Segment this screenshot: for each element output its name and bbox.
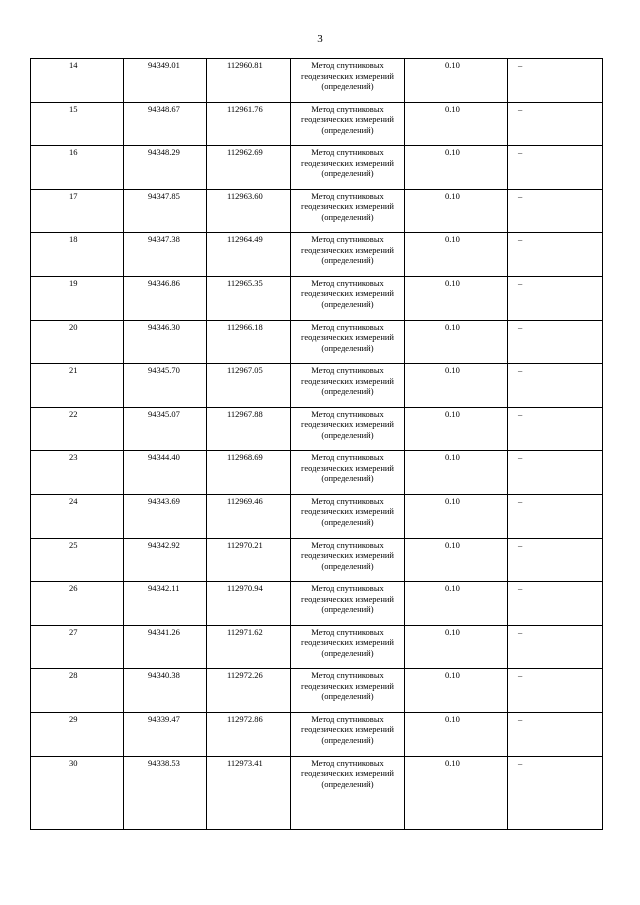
point-number-cell: 17 (31, 189, 124, 233)
method-cell: Метод спутниковых геодезических измерений (определений) (291, 712, 405, 756)
point-number-cell: 15 (31, 102, 124, 146)
note-cell: – (508, 712, 603, 756)
table-row (31, 669, 603, 713)
x-coordinate-cell: 94340.38 (124, 669, 207, 713)
point-number-cell: 25 (31, 538, 124, 582)
y-coordinate-cell: 112963.60 (207, 189, 291, 233)
accuracy-cell: 0.10 (405, 233, 508, 277)
accuracy-cell: 0.10 (405, 364, 508, 408)
note-cell: – (508, 538, 603, 582)
method-cell: Метод спутниковых геодезических измерений (определений) (291, 582, 405, 626)
method-cell: Метод спутниковых геодезических измерений (определений) (291, 146, 405, 190)
y-coordinate-cell: 112972.26 (207, 669, 291, 713)
y-coordinate-cell: 112973.41 (207, 756, 291, 829)
y-coordinate-cell: 112966.18 (207, 320, 291, 364)
accuracy-cell: 0.10 (405, 146, 508, 190)
x-coordinate-cell: 94339.47 (124, 712, 207, 756)
y-coordinate-cell: 112964.49 (207, 233, 291, 277)
x-coordinate-cell: 94345.07 (124, 407, 207, 451)
table-row (31, 407, 603, 451)
y-coordinate-cell: 112970.94 (207, 582, 291, 626)
x-coordinate-cell: 94347.38 (124, 233, 207, 277)
accuracy-cell: 0.10 (405, 582, 508, 626)
y-coordinate-cell: 112967.88 (207, 407, 291, 451)
x-coordinate-cell: 94343.69 (124, 494, 207, 538)
table-row (31, 233, 603, 277)
page-number: 3 (317, 33, 323, 45)
table-row (31, 59, 603, 103)
method-cell: Метод спутниковых геодезических измерений (определений) (291, 364, 405, 408)
note-cell: – (508, 756, 603, 829)
method-cell: Метод спутниковых геодезических измерений (определений) (291, 669, 405, 713)
point-number-cell: 14 (31, 59, 124, 103)
accuracy-cell: 0.10 (405, 669, 508, 713)
table-row (31, 364, 603, 408)
point-number-cell: 27 (31, 625, 124, 669)
x-coordinate-cell: 94346.30 (124, 320, 207, 364)
method-cell: Метод спутниковых геодезических измерений (определений) (291, 625, 405, 669)
note-cell: – (508, 582, 603, 626)
method-cell: Метод спутниковых геодезических измерений (определений) (291, 59, 405, 103)
accuracy-cell: 0.10 (405, 320, 508, 364)
coordinates-table (30, 58, 603, 830)
y-coordinate-cell: 112961.76 (207, 102, 291, 146)
x-coordinate-cell: 94347.85 (124, 189, 207, 233)
accuracy-cell: 0.10 (405, 59, 508, 103)
y-coordinate-cell: 112960.81 (207, 59, 291, 103)
table-row (31, 189, 603, 233)
x-coordinate-cell: 94342.92 (124, 538, 207, 582)
note-cell: – (508, 102, 603, 146)
table-row (31, 756, 603, 829)
table-row (31, 146, 603, 190)
point-number-cell: 26 (31, 582, 124, 626)
table-row (31, 625, 603, 669)
note-cell: – (508, 59, 603, 103)
point-number-cell: 24 (31, 494, 124, 538)
method-cell: Метод спутниковых геодезических измерений (определений) (291, 538, 405, 582)
method-cell: Метод спутниковых геодезических измерений (определений) (291, 320, 405, 364)
accuracy-cell: 0.10 (405, 538, 508, 582)
note-cell: – (508, 320, 603, 364)
point-number-cell: 22 (31, 407, 124, 451)
point-number-cell: 30 (31, 756, 124, 829)
table-row (31, 538, 603, 582)
point-number-cell: 20 (31, 320, 124, 364)
point-number-cell: 21 (31, 364, 124, 408)
accuracy-cell: 0.10 (405, 407, 508, 451)
note-cell: – (508, 451, 603, 495)
note-cell: – (508, 189, 603, 233)
y-coordinate-cell: 112962.69 (207, 146, 291, 190)
accuracy-cell: 0.10 (405, 451, 508, 495)
method-cell: Метод спутниковых геодезических измерений (определений) (291, 233, 405, 277)
table-row (31, 582, 603, 626)
x-coordinate-cell: 94345.70 (124, 364, 207, 408)
y-coordinate-cell: 112971.62 (207, 625, 291, 669)
table-row (31, 276, 603, 320)
x-coordinate-cell: 94346.86 (124, 276, 207, 320)
y-coordinate-cell: 112965.35 (207, 276, 291, 320)
coordinates-table-body (31, 59, 603, 830)
table-row (31, 712, 603, 756)
point-number-cell: 23 (31, 451, 124, 495)
accuracy-cell: 0.10 (405, 712, 508, 756)
method-cell: Метод спутниковых геодезических измерений (определений) (291, 494, 405, 538)
x-coordinate-cell: 94338.53 (124, 756, 207, 829)
y-coordinate-cell: 112967.05 (207, 364, 291, 408)
method-cell: Метод спутниковых геодезических измерений (определений) (291, 451, 405, 495)
method-cell: Метод спутниковых геодезических измерений (определений) (291, 276, 405, 320)
table-row (31, 494, 603, 538)
accuracy-cell: 0.10 (405, 276, 508, 320)
point-number-cell: 29 (31, 712, 124, 756)
accuracy-cell: 0.10 (405, 625, 508, 669)
note-cell: – (508, 669, 603, 713)
x-coordinate-cell: 94348.29 (124, 146, 207, 190)
accuracy-cell: 0.10 (405, 756, 508, 829)
note-cell: – (508, 625, 603, 669)
method-cell: Метод спутниковых геодезических измерений (определений) (291, 756, 405, 829)
x-coordinate-cell: 94342.11 (124, 582, 207, 626)
note-cell: – (508, 364, 603, 408)
note-cell: – (508, 494, 603, 538)
y-coordinate-cell: 112972.86 (207, 712, 291, 756)
x-coordinate-cell: 94348.67 (124, 102, 207, 146)
method-cell: Метод спутниковых геодезических измерений (определений) (291, 189, 405, 233)
table-row (31, 451, 603, 495)
note-cell: – (508, 276, 603, 320)
method-cell: Метод спутниковых геодезических измерений (определений) (291, 102, 405, 146)
y-coordinate-cell: 112970.21 (207, 538, 291, 582)
point-number-cell: 19 (31, 276, 124, 320)
x-coordinate-cell: 94341.26 (124, 625, 207, 669)
point-number-cell: 28 (31, 669, 124, 713)
x-coordinate-cell: 94344.40 (124, 451, 207, 495)
table-row (31, 102, 603, 146)
note-cell: – (508, 407, 603, 451)
point-number-cell: 18 (31, 233, 124, 277)
point-number-cell: 16 (31, 146, 124, 190)
y-coordinate-cell: 112968.69 (207, 451, 291, 495)
accuracy-cell: 0.10 (405, 189, 508, 233)
note-cell: – (508, 146, 603, 190)
accuracy-cell: 0.10 (405, 102, 508, 146)
x-coordinate-cell: 94349.01 (124, 59, 207, 103)
accuracy-cell: 0.10 (405, 494, 508, 538)
note-cell: – (508, 233, 603, 277)
y-coordinate-cell: 112969.46 (207, 494, 291, 538)
method-cell: Метод спутниковых геодезических измерений (определений) (291, 407, 405, 451)
table-row (31, 320, 603, 364)
